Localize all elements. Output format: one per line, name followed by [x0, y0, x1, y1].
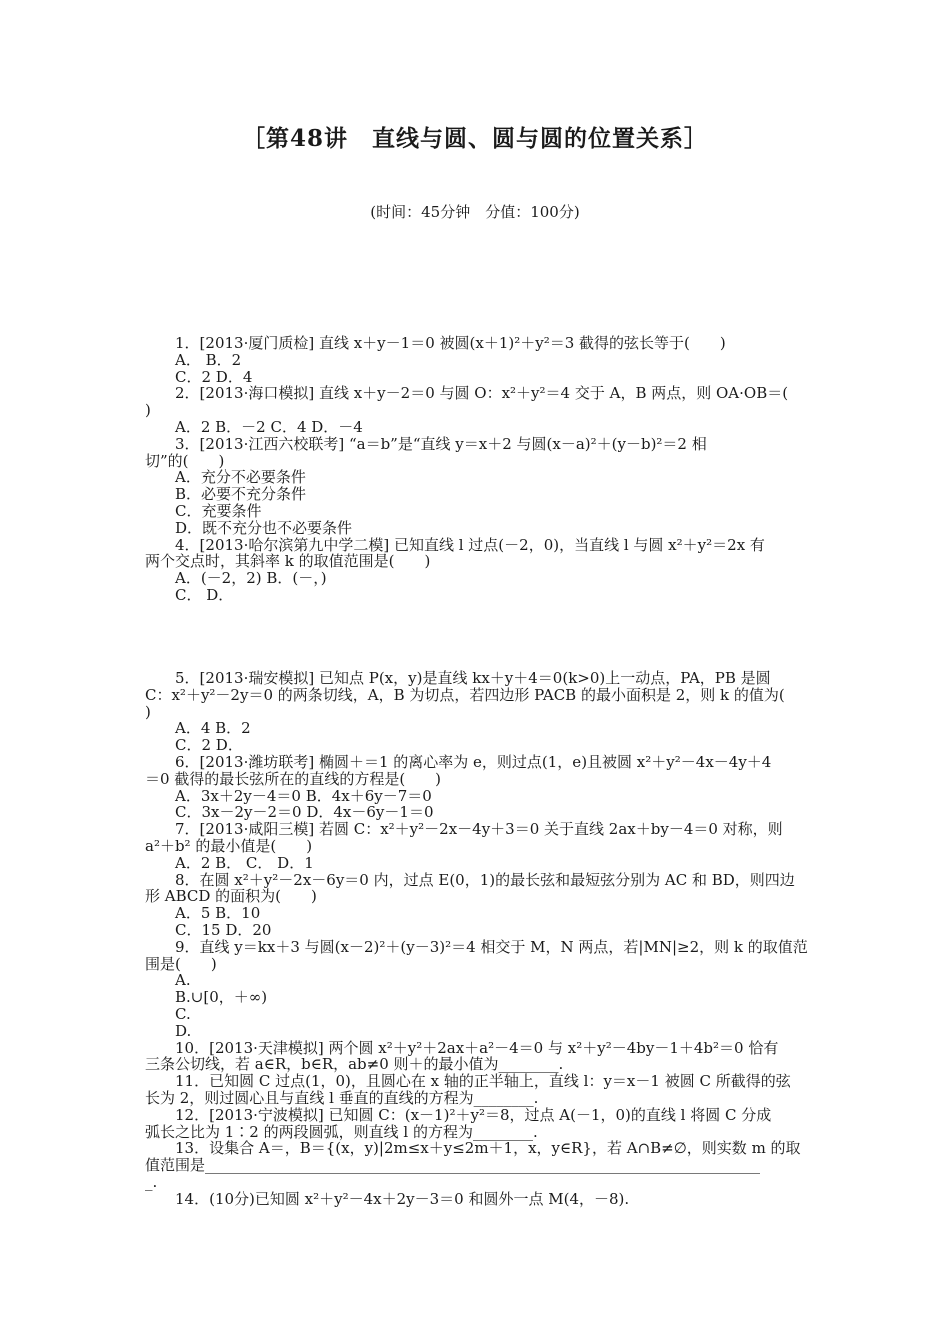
answer-options: D. — [175, 1021, 192, 1040]
question-line: 2．[2013·海口模拟] 直线 x＋y－2＝0 与圆 O：x²＋y²＝4 交于 A，B 两点，则 OA·OB＝( — [175, 384, 789, 403]
question-line: 8．在圆 x²＋y²－2x－6y＝0 内，过点 E(0，1)的最长弦和最短弦分别为 AC 和 BD，则四边 — [175, 870, 795, 889]
question-line: 6．[2013·潍坊联考] 椭圆＋＝1 的离心率为 e，则过点(1，e)且被圆 x²＋y²－4x－4y＋4 — [175, 752, 772, 771]
page-title: ［第48讲 直线与圆、圆与圆的位置关系］ — [241, 125, 708, 152]
answer-options: A．3x＋2y－4＝0 B．4x＋6y－7＝0 — [175, 786, 432, 805]
question-line: 13．设集合 A＝，B＝{(x，y)|2m≤x＋y≤2m＋1，x，y∈R}，若 A∩B≠∅，则实数 m 的取 — [175, 1139, 801, 1158]
question-continuation: 切”的( ) — [145, 451, 225, 470]
question-line: 3．[2013·江西六校联考] “a＝b”是“直线 y＝x＋2 与圆(x－a)²＋(y－b)²＝2 相 — [175, 434, 707, 453]
answer-options: C. — [175, 1004, 191, 1023]
answer-options: C．2 D． — [175, 736, 243, 755]
answer-options: C．15 D．20 — [175, 920, 272, 939]
question-line: 12．[2013·宁波模拟] 已知圆 C：(x－1)²＋y²＝8，过点 A(－1，0)的直线 l 将圆 C 分成 — [175, 1105, 772, 1124]
question-continuation: ＝0 截得的最长弦所在的直线的方程是( ) — [145, 769, 442, 788]
answer-options: A．4 B．2 — [175, 719, 251, 738]
answer-options: C．2 D．4 — [175, 367, 253, 386]
answer-options: D．既不充分也不必要条件 — [175, 518, 353, 537]
answer-options: A． B．2 — [175, 350, 242, 369]
answer-options: A．5 B．10 — [175, 904, 261, 923]
answer-options: A．(－2，2) B．(－，) — [175, 569, 327, 588]
answer-options: C．3x－2y－2＝0 D．4x－6y－1＝0 — [175, 803, 434, 822]
question-continuation: 弧长之比为 1∶2 的两段圆弧，则直线 l 的方程为________. — [145, 1122, 538, 1141]
question-continuation: 三条公切线，若 a∈R，b∈R，ab≠0 则＋的最小值为________. — [145, 1055, 564, 1074]
answer-options: B．必要不充分条件 — [175, 485, 307, 504]
answer-options: B.∪[0，＋∞) — [175, 988, 268, 1007]
question-continuation: 值范围是__________________________________________________________________________ — [145, 1156, 761, 1175]
question-line: 9．直线 y＝kx＋3 与圆(x－2)²＋(y－3)²＝4 相交于 M，N 两点，若|MN|≥2，则 k 的取值范 — [175, 937, 808, 956]
question-continuation: C：x²＋y²－2y＝0 的两条切线，A，B 为切点，若四边形 PACB 的最小面积是 2，则 k 的值为( — [145, 685, 785, 704]
question-continuation: 两个交点时，其斜率 k 的取值范围是( ) — [145, 552, 431, 571]
question-continuation: 形 ABCD 的面积为( ) — [145, 887, 317, 906]
answer-options: A. — [175, 971, 191, 990]
question-continuation: a²＋b² 的最小值是( ) — [145, 836, 313, 855]
question-continuation: 围是( ) — [145, 954, 217, 973]
exam-info: (时间：45分钟 分值：100分) — [370, 203, 580, 221]
question-line: 10．[2013·天津模拟] 两个圆 x²＋y²＋2ax＋a²－4＝0 与 x²＋y²－4by－1＋4b²＝0 恰有 — [175, 1038, 779, 1057]
answer-options: A．充分不必要条件 — [175, 468, 306, 487]
answer-options: A．2 B．－2 C．4 D．－4 — [175, 417, 363, 436]
question-line: 14．(10分)已知圆 x²＋y²－4x＋2y－3＝0 和圆外一点 M(4，－8). — [175, 1189, 630, 1208]
answer-options: C． D． — [175, 585, 234, 604]
question-line: 4．[2013·哈尔滨第九中学二模] 已知直线 l 过点(－2，0)，当直线 l 与圆 x²＋y²＝2x 有 — [175, 535, 765, 554]
question-block-2 — [145, 670, 810, 1208]
answer-options: A．2 B． C． D．1 — [175, 853, 314, 872]
question-block-1 — [145, 335, 810, 604]
question-line: 1．[2013·厦门质检] 直线 x＋y－1＝0 被圆(x＋1)²＋y²＝3 截得的弦长等于( ) — [175, 334, 726, 352]
answer-options: C．充要条件 — [175, 501, 262, 520]
question-continuation: 长为 2，则过圆心且与直线 l 垂直的直线的方程为________. — [145, 1088, 539, 1107]
question-line: 11．已知圆 C 过点(1，0)，且圆心在 x 轴的正半轴上，直线 l：y＝x－1 被圆 C 所截得的弦 — [175, 1072, 791, 1091]
question-line: 7．[2013·咸阳三模] 若圆 C：x²＋y²－2x－4y＋3＝0 关于直线 2ax＋by－4＝0 对称，则 — [175, 820, 783, 839]
question-continuation: _. — [145, 1172, 158, 1191]
question-continuation: ) — [145, 702, 151, 721]
question-line: 5．[2013·瑞安模拟] 已知点 P(x，y)是直线 kx＋y＋4＝0(k>0)上一动点，PA，PB 是圆 — [175, 669, 771, 687]
question-continuation: ) — [145, 401, 151, 420]
